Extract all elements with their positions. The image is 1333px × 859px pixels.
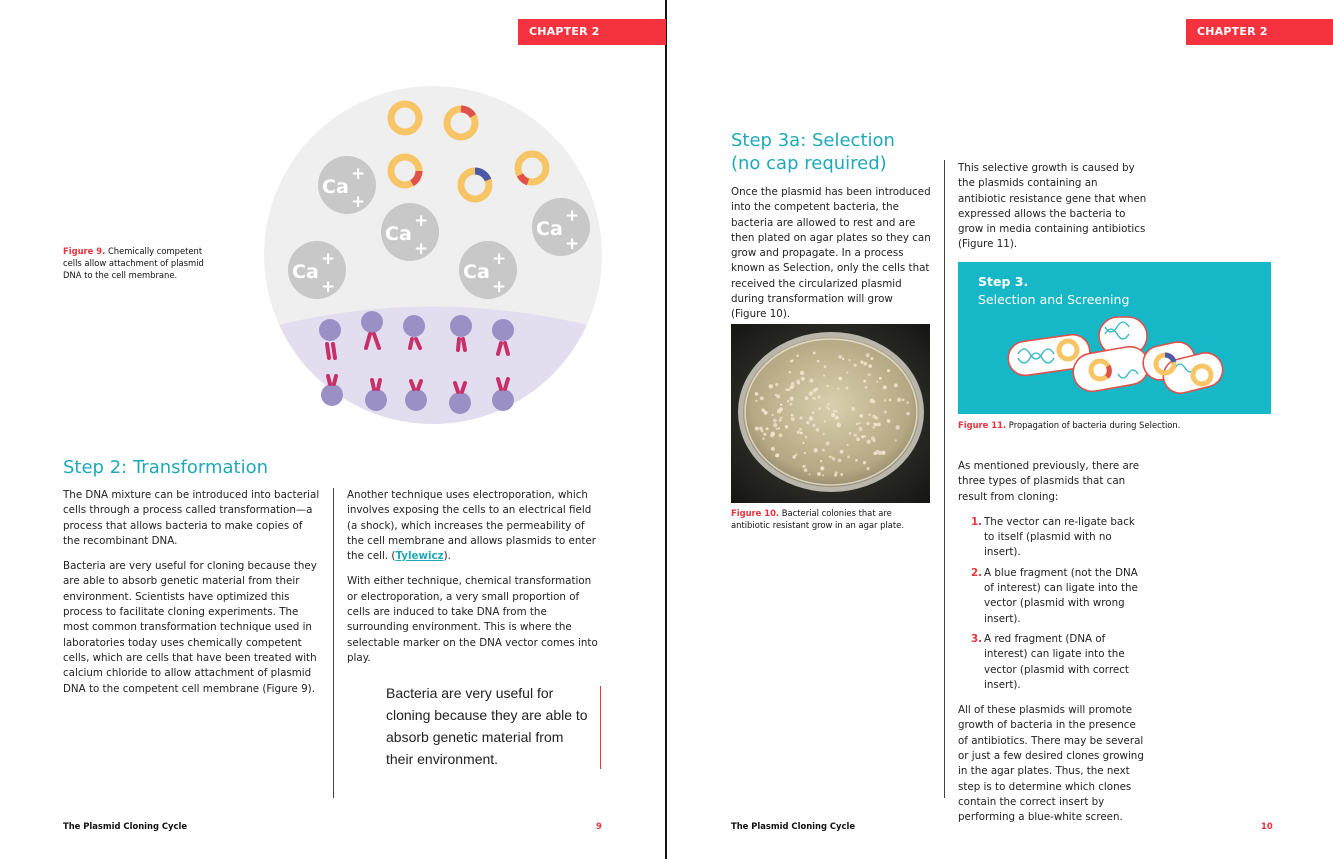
- colony-dot: [834, 474, 837, 477]
- ca-plus: +: [565, 234, 580, 254]
- list-number: 1.: [971, 515, 983, 528]
- footer-title: The Plasmid Cloning Cycle: [63, 821, 188, 831]
- selection-column-2-top: [958, 161, 1148, 263]
- colony-dot: [809, 379, 813, 383]
- colony-dot: [845, 387, 848, 390]
- colony-dot: [813, 389, 817, 393]
- pull-quote: Bacteria are very useful for cloning because they are able to absorb genetic material from their environment.: [386, 685, 588, 767]
- colony-dot: [860, 361, 863, 364]
- colony-dot: [812, 411, 815, 414]
- colony-dot: [803, 465, 806, 468]
- chapter-tab: CHAPTER 2: [1186, 19, 1333, 45]
- page-number: 9: [596, 821, 602, 831]
- colony-dot: [775, 383, 778, 386]
- colony-dot: [876, 381, 878, 383]
- colony-dot: [863, 380, 866, 383]
- colony-dot: [823, 433, 825, 435]
- colony-dot: [883, 385, 887, 389]
- colony-dot: [791, 414, 794, 417]
- colony-dot: [855, 459, 858, 462]
- bacteria-illustration: [1003, 312, 1233, 402]
- colony-dot: [763, 433, 766, 436]
- selection-column-1: [731, 185, 931, 333]
- colony-dot: [837, 422, 839, 424]
- colony-dot: [755, 400, 757, 402]
- list-text: A red fragment (DNA of interest) can ligate into the vector (plasmid with correct insert).: [984, 632, 1129, 691]
- colony-dot: [776, 394, 780, 398]
- colony-dot: [820, 460, 822, 462]
- colony-dot: [817, 472, 821, 476]
- colony-dot: [793, 385, 795, 387]
- paragraph: Bacteria are very useful for cloning because they are able to absorb genetic material from their environment. Scientists have optimized this process to facilitate cloning experiments. The most common transformation technique used in laboratories today uses chemically competent cells, which are cells that have been treated with calcium chloride to allow attachment of plasmid DNA to the competent cell membrane (Figure 9).: [63, 560, 317, 695]
- ca-plus: +: [565, 206, 580, 226]
- paragraph: All of these plasmids will promote growth of bacteria in the presence of antibiotics. There may be several or just a few desired clones growing in the agar plates. Thus, the next step is to determine which clones contain the correct insert by performing a blue-white screen.: [958, 704, 1144, 824]
- colony-dot: [856, 423, 858, 425]
- colony-dot: [818, 407, 821, 410]
- colony-dot: [787, 400, 789, 402]
- colony-dot: [809, 391, 813, 395]
- colony-dot: [775, 453, 779, 457]
- colony-dot: [787, 388, 790, 391]
- paragraph-text: Another technique uses electroporation, which involves exposing the cells to an electrical field (a shock), which increases the permeability of the cell membrane and allows plasmids to enter the cell. (: [347, 489, 597, 563]
- colony-dot: [889, 398, 892, 401]
- column-divider: [944, 160, 945, 798]
- colony-dot: [842, 358, 845, 361]
- footer-title: The Plasmid Cloning Cycle: [731, 821, 856, 831]
- colony-dot: [868, 364, 871, 367]
- colony-dot: [826, 406, 828, 408]
- colony-dot: [868, 414, 870, 416]
- colony-dot: [802, 442, 804, 444]
- colony-dot: [797, 430, 801, 434]
- list-number: 2.: [971, 566, 983, 579]
- colony-dot: [861, 435, 864, 438]
- colony-dot: [804, 468, 808, 472]
- colony-dot: [792, 455, 795, 458]
- colony-dot: [773, 423, 777, 427]
- list-item: [958, 632, 1148, 693]
- paragraph: As mentioned previously, there are three types of plasmids that can result from cloning:: [958, 460, 1140, 503]
- ca-plus: +: [492, 249, 507, 269]
- colony-dot: [895, 425, 900, 430]
- colony-dot: [796, 355, 798, 357]
- ca-plus: +: [492, 277, 507, 297]
- list-text: The vector can re-ligate back to itself (plasmid with no insert).: [984, 515, 1135, 559]
- colony-dot: [780, 417, 782, 419]
- colony-dot: [828, 408, 831, 411]
- colony-dot: [853, 364, 856, 367]
- colony-dot: [866, 422, 869, 425]
- transformation-column-2: [347, 488, 600, 676]
- colony-dot: [779, 434, 783, 438]
- figure10-label: Figure 10.: [731, 508, 780, 518]
- colony-dot: [838, 377, 842, 381]
- figure9-label: Figure 9.: [63, 246, 106, 256]
- ca-plus: +: [351, 192, 366, 212]
- colony-dot: [879, 377, 882, 380]
- page-number: 10: [1261, 821, 1273, 831]
- colony-dot: [801, 377, 805, 381]
- colony-dot: [790, 397, 794, 401]
- colony-dot: [871, 436, 875, 440]
- colony-dot: [791, 382, 794, 385]
- colony-dot: [868, 373, 871, 376]
- list-number: 3.: [971, 632, 983, 645]
- list-item: [958, 515, 1148, 561]
- colony-dot: [773, 419, 777, 423]
- colony-dot: [789, 371, 792, 374]
- colony-dot: [902, 399, 905, 402]
- colony-dot: [779, 407, 783, 411]
- colony-dot: [864, 362, 868, 366]
- colony-dot: [766, 427, 769, 430]
- citation-link-tylewicz[interactable]: Tylewicz: [395, 550, 444, 563]
- ca-plus: +: [414, 239, 429, 259]
- chapter-tab: CHAPTER 2: [518, 19, 666, 45]
- colony-dot: [799, 428, 802, 431]
- colony-dot: [770, 434, 774, 438]
- colony-dot: [761, 429, 764, 432]
- colony-dot: [847, 444, 849, 446]
- figure11-label: Figure 11.: [958, 420, 1007, 430]
- colony-dot: [804, 452, 806, 454]
- ca-label: Ca: [322, 176, 349, 198]
- colony-dot: [838, 459, 842, 463]
- colony-dot: [858, 422, 860, 424]
- colony-dot: [856, 437, 860, 441]
- colony-dot: [873, 426, 876, 429]
- left-page: [0, 0, 666, 859]
- figure10-text: Bacterial colonies that are antibiotic resistant grow in an agar plate.: [731, 508, 904, 530]
- colony-dot: [808, 473, 810, 475]
- colony-dot: [785, 425, 788, 428]
- colony-dot: [776, 428, 778, 430]
- colony-dot: [865, 386, 868, 389]
- colony-dot: [848, 359, 850, 361]
- colony-dot: [806, 421, 810, 425]
- colony-dot: [835, 416, 839, 420]
- figure11-box: [958, 262, 1271, 414]
- colony-dot: [881, 451, 885, 455]
- colony-dot: [809, 416, 814, 421]
- figure9-illustration: [262, 84, 604, 426]
- colony-dot: [824, 365, 827, 368]
- selection-column-2-bottom: [958, 459, 1148, 836]
- paragraph: This selective growth is caused by the plasmids containing an antibiotic resistance gene that when expressed allows the bacteria to grow in media containing antibiotics (Figure 11).: [958, 162, 1147, 251]
- colony-dot: [790, 360, 793, 363]
- list-item: [958, 566, 1148, 627]
- colony-dot: [805, 436, 808, 439]
- colony-dot: [831, 456, 833, 458]
- colony-dot: [780, 403, 782, 405]
- colony-dot: [897, 397, 901, 401]
- colony-dot: [831, 413, 835, 417]
- colony-dot: [829, 456, 831, 458]
- colony-dot: [851, 407, 855, 411]
- colony-dot: [884, 410, 887, 413]
- colony-dot: [800, 371, 804, 375]
- colony-dot: [863, 461, 866, 464]
- colony-dot: [769, 384, 773, 388]
- list-text: A blue fragment (not the DNA of interest) can ligate into the vector (plasmid with wrong insert).: [984, 566, 1138, 625]
- colony-dot: [760, 396, 764, 400]
- figure11-box-title: Step 3.: [978, 274, 1029, 289]
- figure11-text: Propagation of bacteria during Selection.: [1006, 420, 1181, 430]
- heading-line: Step 3a: Selection: [731, 130, 895, 151]
- pull-quote-bar: [600, 686, 601, 769]
- colony-dot: [820, 466, 824, 470]
- heading-line: (no cap required): [731, 153, 887, 174]
- colony-dot: [805, 396, 809, 400]
- colony-dot: [867, 467, 870, 470]
- colony-dot: [873, 452, 877, 456]
- colony-dot: [840, 450, 844, 454]
- ca-plus: +: [321, 277, 336, 297]
- colony-dot: [779, 419, 782, 422]
- colony-dot: [785, 389, 787, 391]
- colony-dot: [884, 399, 886, 401]
- colony-dot: [772, 414, 774, 416]
- paragraph: [347, 488, 600, 564]
- ca-label: Ca: [536, 218, 563, 240]
- colony-dot: [906, 412, 910, 416]
- colony-dot: [789, 403, 792, 406]
- colony-dot: [796, 379, 800, 383]
- paragraph: The DNA mixture can be introduced into bacterial cells through a process called transformation—a process that allows bacteria to make copies of the recombinant DNA.: [63, 489, 320, 547]
- colony-dot: [761, 408, 765, 412]
- colony-dot: [870, 357, 873, 360]
- colony-dot: [833, 410, 836, 413]
- colony-dot: [874, 416, 878, 420]
- colony-dot: [822, 449, 825, 452]
- colony-dot: [866, 353, 870, 357]
- colony-dot: [755, 426, 759, 430]
- colony-dot: [812, 424, 815, 427]
- colony-dot: [817, 360, 820, 363]
- figure9-caption: [63, 245, 223, 281]
- colony-dot: [847, 455, 850, 458]
- figure10-caption: [731, 507, 931, 531]
- colony-dot: [800, 432, 803, 435]
- colony-dot: [854, 434, 857, 437]
- section-heading-selection: [731, 129, 971, 175]
- colony-dot: [840, 473, 843, 476]
- colony-dot: [762, 437, 764, 439]
- ca-label: Ca: [385, 223, 412, 245]
- colony-dot: [873, 423, 876, 426]
- colony-dot: [826, 442, 830, 446]
- colony-dot: [837, 387, 839, 389]
- right-page: [667, 0, 1333, 859]
- column-divider: [333, 488, 334, 798]
- colony-dot: [817, 395, 820, 398]
- colony-dot: [813, 351, 816, 354]
- transformation-column-1: [63, 488, 321, 707]
- colony-dot: [846, 371, 848, 373]
- figure10-petri-dish-photo: [731, 324, 930, 503]
- colony-dot: [755, 392, 759, 396]
- colony-dot: [816, 428, 820, 432]
- colony-dot: [859, 414, 863, 418]
- section-heading-transformation: Step 2: Transformation: [63, 457, 268, 478]
- colony-dot: [887, 369, 890, 372]
- colony-dot: [791, 417, 795, 421]
- colony-dot: [895, 439, 897, 441]
- ca-plus: +: [414, 211, 429, 231]
- colony-dot: [813, 448, 817, 452]
- paragraph: Once the plasmid has been introduced into the competent bacteria, the bacteria are allowed to rest and are then plated on agar plates so they can grow and propagate. In a process known as Selection, only the cells that received the circularized plasmid during transformation will grow (Figure 10).: [731, 186, 931, 321]
- colony-dot: [849, 432, 852, 435]
- colony-dot: [822, 474, 824, 476]
- ca-label: Ca: [292, 261, 319, 283]
- colony-dot: [771, 447, 775, 451]
- colony-dot: [858, 427, 862, 431]
- colony-dot: [870, 399, 874, 403]
- colony-dot: [866, 440, 870, 444]
- plasmid-types-list: [958, 515, 1148, 693]
- ca-plus: +: [321, 249, 336, 269]
- colony-dot: [826, 385, 828, 387]
- colony-dot: [778, 427, 780, 429]
- colony-dot: [838, 355, 842, 359]
- ca-plus: +: [351, 164, 366, 184]
- colony-dot: [823, 375, 825, 377]
- colony-dot: [824, 420, 826, 422]
- colony-dot: [799, 416, 802, 419]
- paragraph-text: ).: [443, 550, 451, 563]
- colony-dot: [835, 410, 837, 412]
- colony-dot: [906, 401, 909, 404]
- colony-dot: [877, 422, 881, 426]
- paragraph: With either technique, chemical transformation or electroporation, a very small proportion of cells are induced to take DNA from the surrounding environment. This is where the selectable marker on the DNA vector comes into play.: [347, 575, 598, 664]
- figure9-text: Chemically competent cells allow attachment of plasmid DNA to the cell membrane.: [63, 246, 204, 280]
- colony-dot: [812, 397, 814, 399]
- colony-dot: [894, 383, 898, 387]
- ca-label: Ca: [463, 261, 490, 283]
- figure11-box-subtitle: Selection and Screening: [978, 292, 1130, 307]
- colony-dot: [795, 454, 797, 456]
- colony-dot: [887, 419, 891, 423]
- figure11-caption: [958, 419, 1271, 431]
- colony-dot: [827, 403, 829, 405]
